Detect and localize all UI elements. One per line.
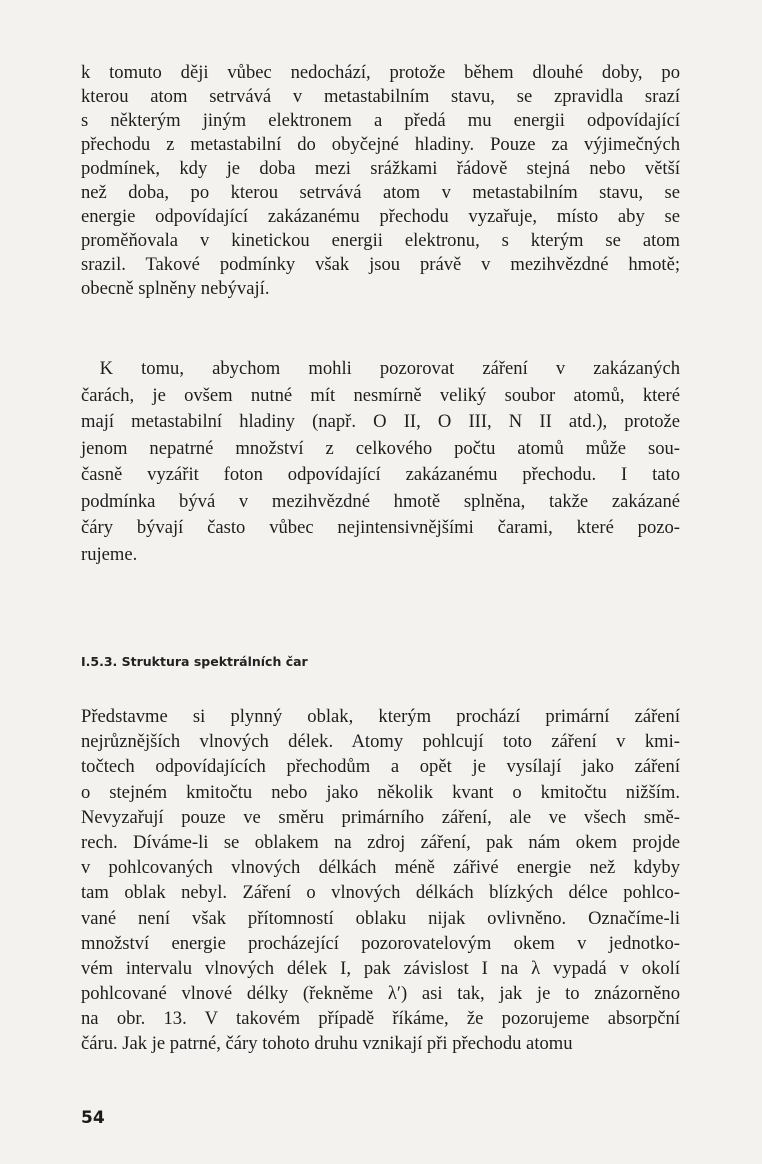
text-line: než doba, po kterou setrvává atom v metastabilním stavu, se: [81, 182, 680, 203]
text-line: pohlcované vlnové délky (řekněme λ′) asi tak, jak je to znázorněno: [81, 983, 680, 1005]
text-line: s některým jiným elektronem a předá mu energii odpovídající: [81, 110, 680, 131]
text-line: kterou atom setrvává v metastabilním stavu, se zpravidla srazí: [81, 86, 680, 107]
text-line: točtech odpovídajících přechodům a opět je vysílají jako záření: [81, 756, 680, 778]
paragraph-spectral-lines: [81, 704, 680, 1057]
text-line: časně vyzářit foton odpovídající zakázanému přechodu. I tato: [81, 464, 680, 485]
text-line: obecně splněny nebývají.: [81, 278, 270, 299]
text-line: vém intervalu vlnových délek I, pak závislost I na λ vypadá v okolí: [81, 957, 680, 979]
text-line: o stejném kmitočtu nebo jako několik kvant o kmitočtu nižším.: [81, 781, 680, 803]
text-line: v pohlcovaných vlnových délkách méně zářivé energie než kdyby: [81, 857, 680, 879]
text-line: proměňovala v kinetickou energii elektronu, s kterým se atom: [81, 230, 680, 251]
text-line: jenom nepatrné množství z celkového počtu atomů může sou-: [81, 437, 680, 459]
text-line: K tomu, abychom mohli pozorovat záření v zakázaných: [81, 358, 680, 379]
text-line: podmínka bývá v mezihvězdné hmotě splněna, takže zakázané: [81, 490, 680, 512]
text-line: rech. Díváme-li se oblakem na zdroj záření, pak nám okem projde: [81, 831, 680, 853]
text-line: mají metastabilní hladiny (např. O II, O III, N II atd.), protože: [81, 411, 680, 432]
text-line: na obr. 13. V takovém případě říkáme, že pozorujeme absorpční: [81, 1008, 680, 1030]
text-line: tam oblak nebyl. Záření o vlnových délkách blízkých délce pohlco-: [81, 882, 680, 904]
text-line: nejrůznějších vlnových délek. Atomy pohlcují toto záření v kmi-: [81, 731, 680, 753]
paragraph-forbidden-lines: [81, 356, 680, 568]
text-line: k tomuto ději vůbec nedochází, protože během dlouhé doby, po: [81, 62, 680, 83]
text-line: vané není však přítomností oblaku nijak ovlivněno. Označíme-li: [81, 907, 680, 929]
text-line: množství energie procházející pozorovatelovým okem v jednotko-: [81, 932, 680, 954]
text-line: srazil. Takové podmínky však jsou právě v mezihvězdné hmotě;: [81, 254, 680, 275]
page-number: 54: [81, 1108, 105, 1128]
text-line: rujeme.: [81, 543, 138, 565]
text-line: přechodu z metastabilní do obyčejné hladiny. Pouze za výjimečných: [81, 134, 680, 155]
section-heading: I.5.3. Struktura spektrálních čar: [81, 654, 308, 669]
text-line: Představme si plynný oblak, kterým prochází primární záření: [81, 706, 680, 727]
text-line: čáry bývají často vůbec nejintensivnějšími čarami, které pozo-: [81, 517, 680, 538]
text-line: čarách, je ovšem nutné mít nesmírně veliký soubor atomů, které: [81, 384, 680, 406]
text-line: čáru. Jak je patrné, čáry tohoto druhu vznikají při přechodu atomu: [81, 1033, 573, 1055]
text-line: energie odpovídající zakázanému přechodu vyzařuje, místo aby se: [81, 206, 680, 227]
text-line: podmínek, kdy je doba mezi srážkami řádově stejná nebo větší: [81, 158, 680, 179]
text-line: Nevyzařují pouze ve směru primárního záření, ale ve všech smě-: [81, 806, 680, 828]
paragraph-continued: [81, 61, 680, 301]
